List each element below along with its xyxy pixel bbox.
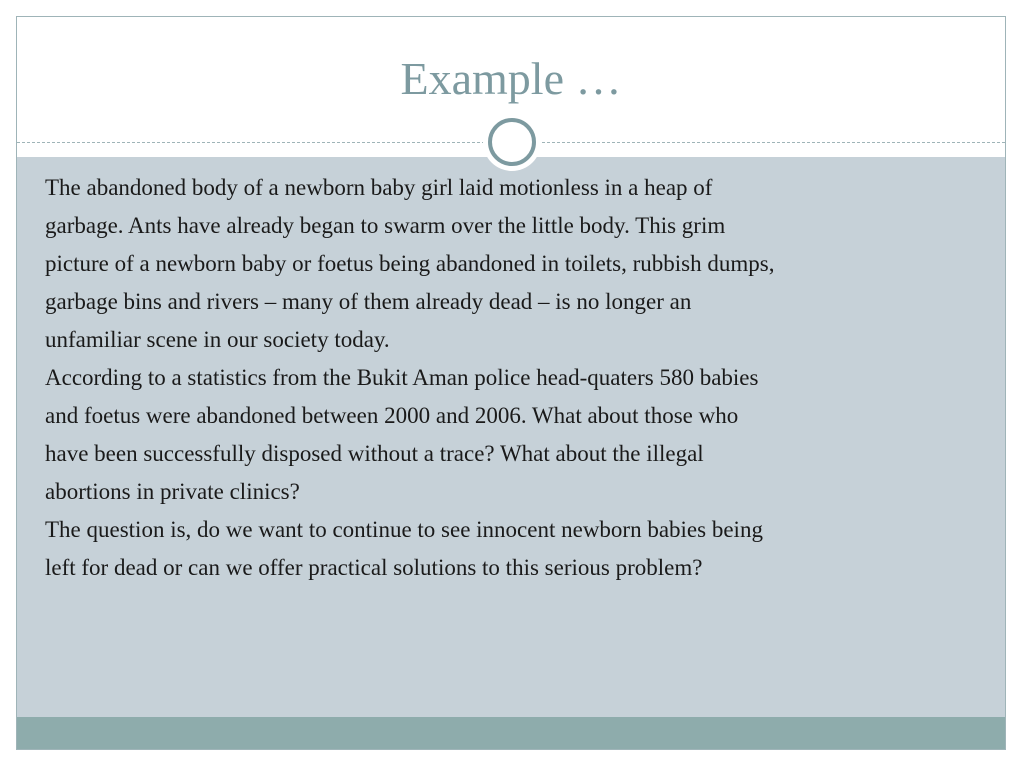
- body-line: garbage bins and rivers – many of them already dead – is no longer an: [45, 289, 692, 314]
- body-line: The abandoned body of a newborn baby girl laid motionless in a heap of: [45, 175, 713, 200]
- body-line: abortions in private clinics?: [45, 479, 300, 504]
- slide-body-text: [45, 175, 990, 593]
- footer-band: [17, 717, 1005, 750]
- circle-ring: [488, 118, 536, 166]
- slide-title: Example …: [400, 53, 622, 104]
- body-line: According to a statistics from the Bukit Aman police head-quaters 580 babies: [45, 365, 759, 390]
- body-line: have been successfully disposed without a trace? What about the illegal: [45, 441, 704, 466]
- slide: [16, 16, 1006, 750]
- circle-ornament-icon: [483, 113, 541, 171]
- body-line: and foetus were abandoned between 2000 and 2006. What about those who: [45, 403, 739, 428]
- body-line: The question is, do we want to continue to see innocent newborn babies being: [45, 517, 763, 542]
- body-line: left for dead or can we offer practical solutions to this serious problem?: [45, 555, 703, 580]
- body-line: unfamiliar scene in our society today.: [45, 327, 390, 352]
- body-line: picture of a newborn baby or foetus being abandoned in toilets, rubbish dumps,: [45, 251, 775, 276]
- body-line: garbage. Ants have already began to swarm over the little body. This grim: [45, 213, 726, 238]
